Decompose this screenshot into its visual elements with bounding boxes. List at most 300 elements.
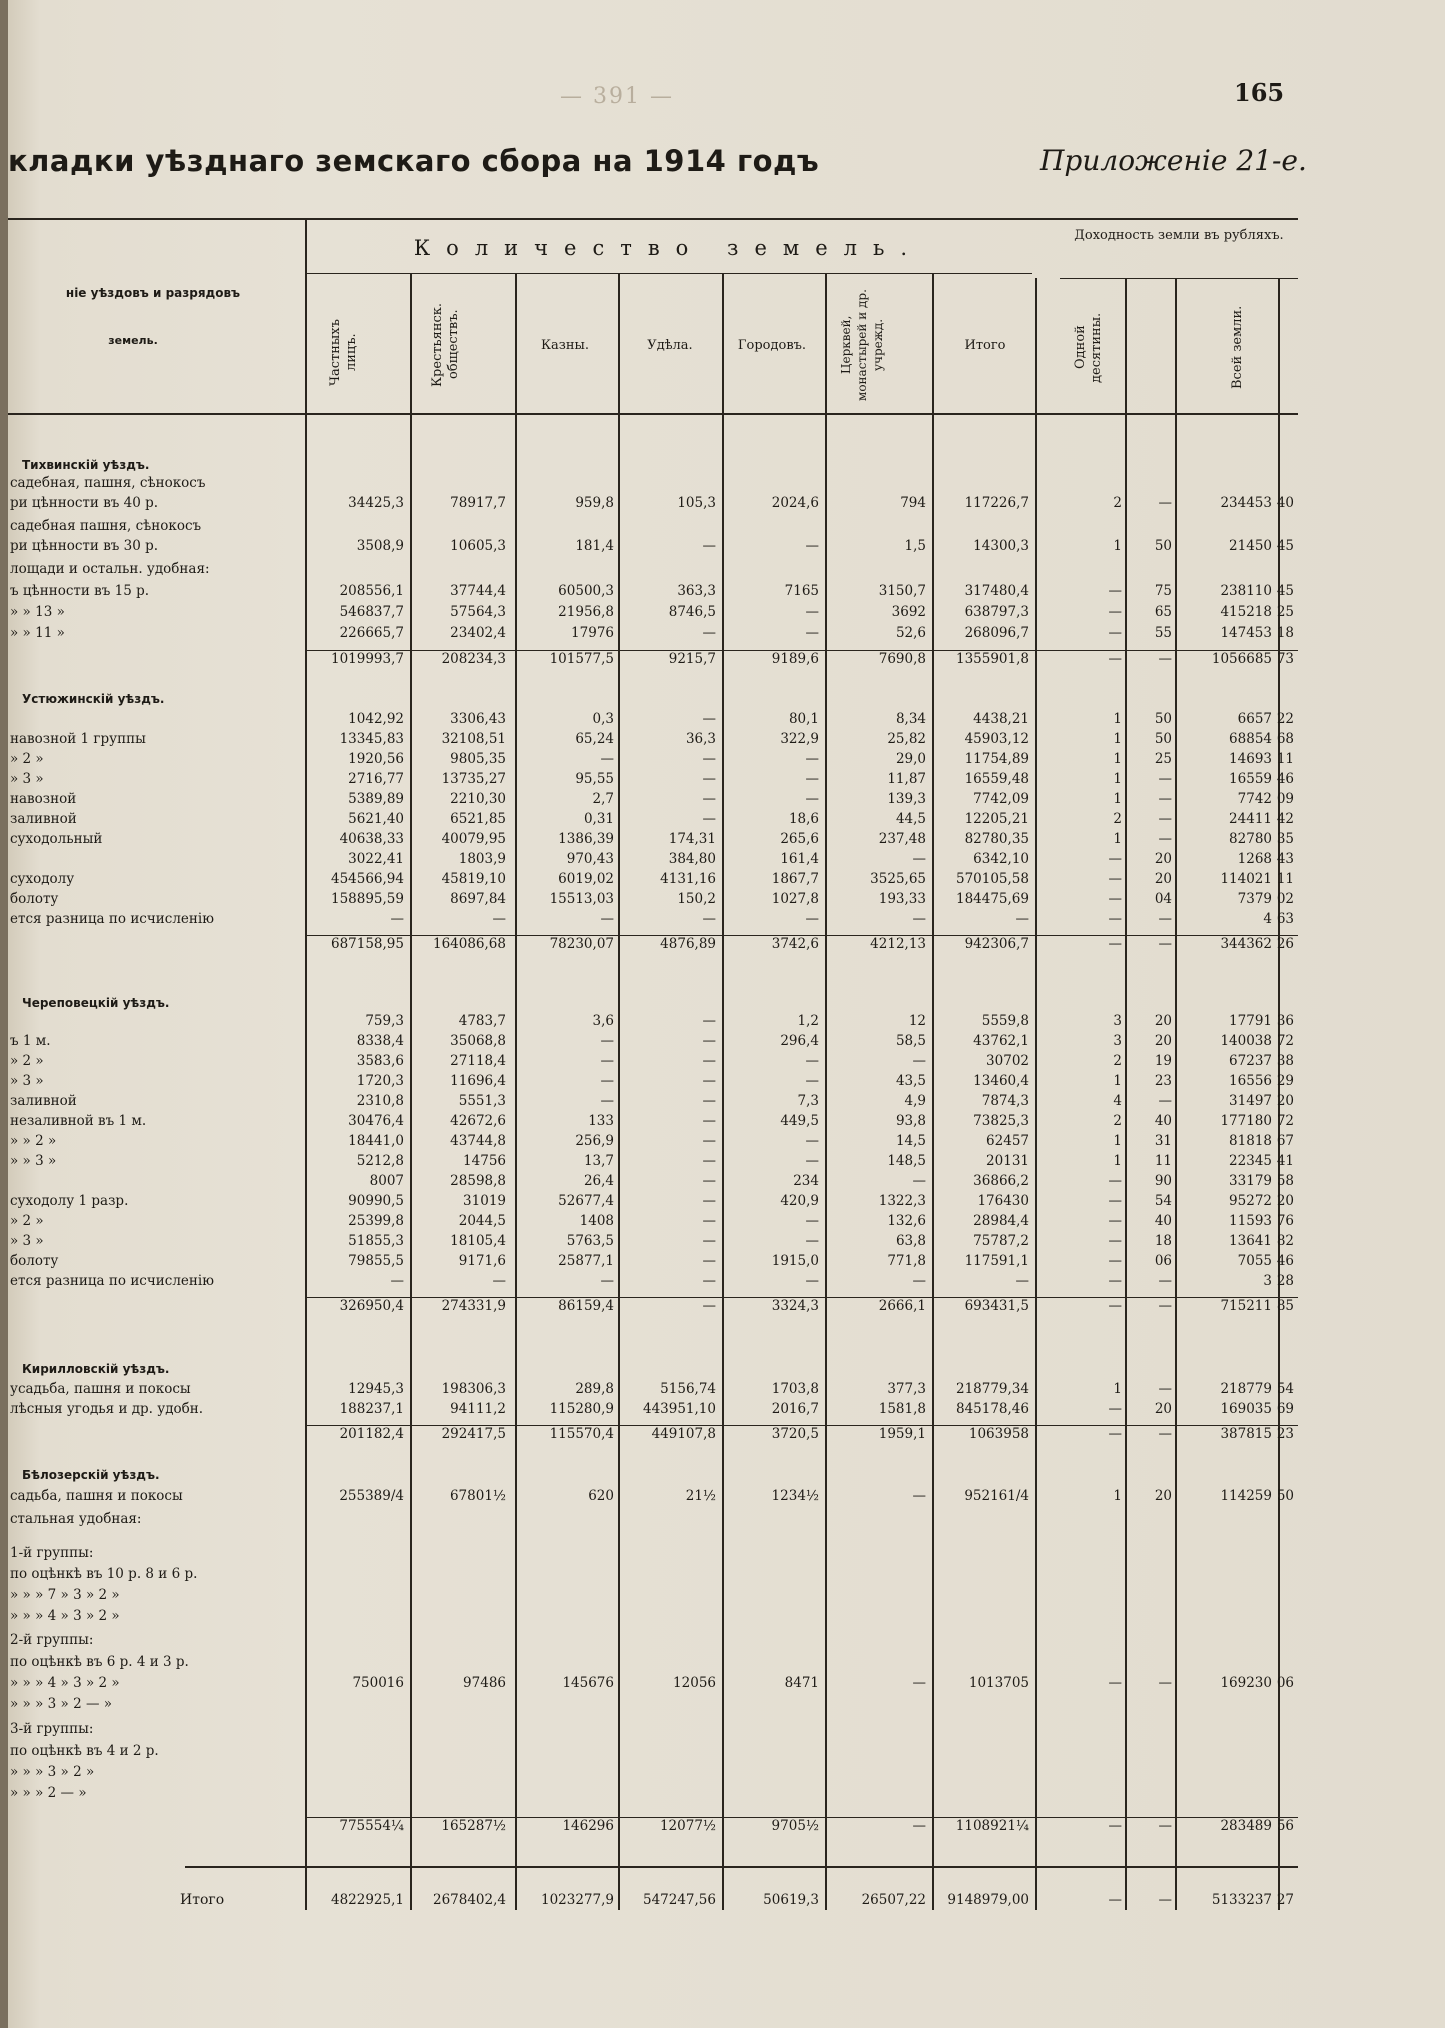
table-cell: — xyxy=(1158,936,1172,952)
table-cell: 3306,43 xyxy=(450,711,506,727)
table-cell: 80,1 xyxy=(788,711,819,727)
table-cell: — xyxy=(1108,1426,1122,1442)
table-cell: 50 xyxy=(1154,711,1172,727)
table-cell: 845178,46 xyxy=(955,1401,1029,1417)
row-label: » 2 » xyxy=(10,1213,44,1229)
table-cell: 794 xyxy=(900,495,926,511)
table-cell: — xyxy=(600,1053,614,1069)
table-cell: — xyxy=(1158,1381,1172,1397)
table-cell: 3,6 xyxy=(592,1013,614,1029)
table-cell: 5156,74 xyxy=(660,1381,716,1397)
table-cell: 09 xyxy=(1276,791,1294,807)
table-cell: 1019993,7 xyxy=(330,651,404,667)
table-cell: 2666,1 xyxy=(878,1298,926,1314)
table-cell: 65,24 xyxy=(575,731,614,747)
table-cell: — xyxy=(702,1093,716,1109)
table-cell: — xyxy=(600,1033,614,1049)
header-church: Церквей, монастырей и др. учрежд. xyxy=(839,289,885,401)
table-cell: — xyxy=(600,1073,614,1089)
table-cell: 1 xyxy=(1113,1488,1122,1504)
table-cell: — xyxy=(702,1053,716,1069)
table-cell: 15513,03 xyxy=(549,891,614,907)
table-cell: 132,6 xyxy=(887,1213,926,1229)
table-cell: 20 xyxy=(1276,1193,1294,1209)
table-cell: 415218 xyxy=(1220,604,1272,620)
table-cell: 164086,68 xyxy=(432,936,506,952)
table-cell: 94111,2 xyxy=(450,1401,506,1417)
header-qty: Количество земель. xyxy=(413,236,924,260)
grand-total-label: Итого xyxy=(180,1892,225,1908)
table-cell: 7742,09 xyxy=(973,791,1029,807)
table-cell: 30476,4 xyxy=(348,1113,404,1129)
table-cell: — xyxy=(805,771,819,787)
table-cell: 326950,4 xyxy=(339,1298,404,1314)
table-cell: 177180 xyxy=(1220,1113,1272,1129)
table-cell: 133 xyxy=(588,1113,614,1129)
table-cell: — xyxy=(492,1273,506,1289)
table-cell: — xyxy=(702,1133,716,1149)
table-cell: 42 xyxy=(1276,811,1294,827)
table-cell: 13735,27 xyxy=(441,771,506,787)
table-cell: 67801½ xyxy=(449,1488,506,1504)
table-cell: 114021 xyxy=(1220,871,1272,887)
table-cell: 81818 xyxy=(1229,1133,1272,1149)
table-cell: — xyxy=(702,1033,716,1049)
table-cell: 198306,3 xyxy=(441,1381,506,1397)
table-cell: 3324,3 xyxy=(771,1298,819,1314)
table-cell: 18 xyxy=(1276,625,1294,641)
table-cell: — xyxy=(1158,791,1172,807)
table-cell: 3150,7 xyxy=(878,583,926,599)
header-towns: Городовъ. xyxy=(737,338,807,353)
header-bottom-rule xyxy=(8,413,1298,415)
row-label: ется разница по исчисленію xyxy=(10,911,214,927)
table-cell: 02 xyxy=(1276,891,1294,907)
table-cell: 256,9 xyxy=(575,1133,614,1149)
table-cell: — xyxy=(1158,831,1172,847)
table-cell: 25877,1 xyxy=(558,1253,614,1269)
table-cell: 12 xyxy=(908,1013,926,1029)
section-title: Кирилловскій уѣздъ. xyxy=(22,1362,170,1376)
table-cell: — xyxy=(1108,891,1122,907)
table-cell: — xyxy=(805,1273,819,1289)
table-cell: 19 xyxy=(1154,1053,1172,1069)
table-cell: — xyxy=(492,911,506,927)
header-one-des: Одной десятины. xyxy=(1073,312,1104,383)
table-cell: 8697,84 xyxy=(450,891,506,907)
table-cell: 274331,9 xyxy=(441,1298,506,1314)
table-cell: 78230,07 xyxy=(549,936,614,952)
table-cell: 384,80 xyxy=(668,851,716,867)
row-label: суходолу 1 разр. xyxy=(10,1193,129,1209)
table-cell: 18,6 xyxy=(788,811,819,827)
income-subheader-rule xyxy=(1060,278,1298,279)
table-cell: 11593 xyxy=(1229,1213,1272,1229)
table-cell: 54 xyxy=(1154,1193,1172,1209)
row-label: » » » 7 » 3 » 2 » xyxy=(10,1587,120,1603)
table-cell: 21½ xyxy=(685,1488,716,1504)
table-cell: 3 xyxy=(1113,1013,1122,1029)
table-cell: 9171,6 xyxy=(458,1253,506,1269)
table-cell: — xyxy=(805,625,819,641)
table-cell: — xyxy=(1108,911,1122,927)
table-cell: — xyxy=(1108,583,1122,599)
table-cell: 344362 xyxy=(1220,936,1272,952)
table-cell: 234 xyxy=(793,1173,819,1189)
table-cell: 5621,40 xyxy=(348,811,404,827)
table-cell: — xyxy=(805,1133,819,1149)
table-cell: 2 xyxy=(1113,811,1122,827)
header-names: ніе уѣздовъ и разрядовъ xyxy=(65,286,241,300)
table-cell: 40 xyxy=(1154,1113,1172,1129)
table-cell: 86159,4 xyxy=(558,1298,614,1314)
table-cell: 52,6 xyxy=(895,625,926,641)
table-cell: 36866,2 xyxy=(973,1173,1029,1189)
table-cell: 31 xyxy=(1154,1133,1172,1149)
row-label: » 3 » xyxy=(10,1073,44,1089)
table-cell: 14756 xyxy=(463,1153,506,1169)
row-label: ри цѣнности въ 30 р. xyxy=(10,538,159,554)
table-cell: 56 xyxy=(1276,1818,1294,1834)
row-label: ри цѣнности въ 40 р. xyxy=(10,495,159,511)
table-cell: 4131,16 xyxy=(660,871,716,887)
table-cell: — xyxy=(702,1298,716,1314)
table-cell: 28984,4 xyxy=(973,1213,1029,1229)
row-label: садебная пашня, сѣнокосъ xyxy=(10,518,202,534)
table-cell: 5212,8 xyxy=(356,1153,404,1169)
table-cell: — xyxy=(912,851,926,867)
table-cell: — xyxy=(1108,1401,1122,1417)
table-cell: — xyxy=(805,1153,819,1169)
table-cell: 28598,8 xyxy=(450,1173,506,1189)
table-cell: 0,3 xyxy=(592,711,614,727)
table-cell: 6342,10 xyxy=(973,851,1029,867)
table-cell: — xyxy=(805,751,819,767)
table-cell: 6521,85 xyxy=(450,811,506,827)
table-cell: 10605,3 xyxy=(450,538,506,554)
table-cell: — xyxy=(600,911,614,927)
table-cell: 30702 xyxy=(986,1053,1029,1069)
table-cell: 20 xyxy=(1154,1013,1172,1029)
table-cell: — xyxy=(1158,1426,1172,1442)
table-cell: 46 xyxy=(1276,1253,1294,1269)
table-cell: 90 xyxy=(1154,1173,1172,1189)
table-cell: 75 xyxy=(1154,583,1172,599)
table-cell: 67237 xyxy=(1229,1053,1272,1069)
column-rule xyxy=(825,273,827,1910)
table-cell: 1920,56 xyxy=(348,751,404,767)
table-cell: 7,3 xyxy=(797,1093,819,1109)
table-cell: 69 xyxy=(1276,1401,1294,1417)
section-title: Тихвинскій уѣздъ. xyxy=(22,458,150,472)
table-cell: 14693 xyxy=(1229,751,1272,767)
table-cell: 322,9 xyxy=(780,731,819,747)
table-cell: 20 xyxy=(1154,1488,1172,1504)
table-cell: 20131 xyxy=(986,1153,1029,1169)
table-cell: 13,7 xyxy=(583,1153,614,1169)
table-cell: 29 xyxy=(1276,1073,1294,1089)
table-cell: 50 xyxy=(1154,731,1172,747)
header-income: Доходность земли въ рубляхъ. xyxy=(1074,228,1284,243)
table-cell: 72 xyxy=(1276,1033,1294,1049)
table-cell: 234453 xyxy=(1220,495,1272,511)
qty-subheader-rule xyxy=(305,273,1032,274)
table-cell: 6019,02 xyxy=(558,871,614,887)
table-cell: 1867,7 xyxy=(771,871,819,887)
table-cell: 54 xyxy=(1276,1381,1294,1397)
table-cell: — xyxy=(702,1213,716,1229)
table-cell: — xyxy=(805,911,819,927)
table-cell: 32108,51 xyxy=(441,731,506,747)
table-cell: 638797,3 xyxy=(964,604,1029,620)
table-cell: 20 xyxy=(1154,871,1172,887)
table-cell: — xyxy=(1108,936,1122,952)
table-cell: 75787,2 xyxy=(973,1233,1029,1249)
table-cell: 158895,59 xyxy=(330,891,404,907)
table-cell: — xyxy=(390,1273,404,1289)
table-cell: — xyxy=(1015,911,1029,927)
row-label: болоту xyxy=(10,891,59,907)
table-cell: 63,8 xyxy=(895,1233,926,1249)
table-cell: 1703,8 xyxy=(771,1381,819,1397)
header-treasury: Казны. xyxy=(540,338,590,353)
table-cell: 35 xyxy=(1276,831,1294,847)
row-label: ъ 1 м. xyxy=(10,1033,51,1049)
table-cell: 317480,4 xyxy=(964,583,1029,599)
table-cell: 57564,3 xyxy=(450,604,506,620)
table-cell: 7874,3 xyxy=(981,1093,1029,1109)
table-cell: 377,3 xyxy=(887,1381,926,1397)
table-cell: 114259 xyxy=(1220,1488,1272,1504)
table-cell: 148,5 xyxy=(887,1153,926,1169)
table-cell: 193,33 xyxy=(878,891,926,907)
table-cell: 208556,1 xyxy=(339,583,404,599)
table-cell: 04 xyxy=(1154,891,1172,907)
table-cell: 2210,30 xyxy=(450,791,506,807)
table-cell: 3508,9 xyxy=(356,538,404,554)
row-label: » 2 » xyxy=(10,751,44,767)
table-cell: 7165 xyxy=(784,583,819,599)
table-cell: — xyxy=(702,1273,716,1289)
table-cell: — xyxy=(1108,871,1122,887)
table-cell: 1 xyxy=(1113,831,1122,847)
table-cell: 26,4 xyxy=(583,1173,614,1189)
table-cell: 43762,1 xyxy=(973,1033,1029,1049)
table-cell: — xyxy=(702,751,716,767)
table-cell: 115280,9 xyxy=(549,1401,614,1417)
table-cell: 11,87 xyxy=(887,771,926,787)
table-cell: — xyxy=(702,1013,716,1029)
table-cell: 60500,3 xyxy=(558,583,614,599)
header-private: Частныхъ лицъ. xyxy=(328,319,359,386)
table-cell: 9215,7 xyxy=(668,651,716,667)
table-cell: 4783,7 xyxy=(458,1013,506,1029)
table-cell: 27118,4 xyxy=(450,1053,506,1069)
book-spine xyxy=(0,0,8,2028)
table-cell: 17976 xyxy=(571,625,614,641)
table-cell: 3583,6 xyxy=(356,1053,404,1069)
table-cell: 1322,3 xyxy=(878,1193,926,1209)
column-rule xyxy=(1125,278,1127,1910)
table-cell: 13641 xyxy=(1229,1233,1272,1249)
table-cell: 105,3 xyxy=(677,495,716,511)
table-cell: 5763,5 xyxy=(566,1233,614,1249)
table-cell: 23 xyxy=(1154,1073,1172,1089)
grand-total-cell: 26507,22 xyxy=(861,1892,926,1908)
grand-total-cell: — xyxy=(1158,1892,1172,1908)
table-cell: 268096,7 xyxy=(964,625,1029,641)
table-cell: 45 xyxy=(1276,583,1294,599)
grand-total-cell: 5133237 xyxy=(1211,1892,1272,1908)
row-label: заливной xyxy=(10,811,77,827)
table-cell: 226665,7 xyxy=(339,625,404,641)
table-cell: 176430 xyxy=(977,1193,1029,1209)
table-cell: — xyxy=(1108,1253,1122,1269)
table-cell: 18441,0 xyxy=(348,1133,404,1149)
table-cell: — xyxy=(1158,771,1172,787)
table-cell: 165287½ xyxy=(441,1818,506,1834)
table-cell: — xyxy=(1158,495,1172,511)
table-cell: 63 xyxy=(1276,911,1294,927)
appendix-label: Приложеніе 21-е. xyxy=(1040,144,1307,177)
table-cell: 1386,39 xyxy=(558,831,614,847)
table-cell: 5389,89 xyxy=(348,791,404,807)
table-cell: 3742,6 xyxy=(771,936,819,952)
table-cell: — xyxy=(1108,1213,1122,1229)
table-cell: 18 xyxy=(1154,1233,1172,1249)
table-cell: 1027,8 xyxy=(771,891,819,907)
table-cell: 3720,5 xyxy=(771,1426,819,1442)
row-label: суходольный xyxy=(10,831,103,847)
table-cell: 22 xyxy=(1276,711,1294,727)
table-cell: 1 xyxy=(1113,538,1122,554)
table-cell: 31497 xyxy=(1229,1093,1272,1109)
section-title: Устюжинскій уѣздъ. xyxy=(22,692,165,706)
table-cell: — xyxy=(1108,851,1122,867)
table-cell: 101577,5 xyxy=(549,651,614,667)
table-cell: — xyxy=(1158,1675,1172,1691)
table-cell: 443951,10 xyxy=(642,1401,716,1417)
row-label: » » » 3 » 2 — » xyxy=(10,1696,113,1712)
row-label: » » » 4 » 3 » 2 » xyxy=(10,1608,120,1624)
row-label: ется разница по исчисленію xyxy=(10,1273,214,1289)
table-cell: 1720,3 xyxy=(356,1073,404,1089)
table-cell: 2 xyxy=(1113,495,1122,511)
table-cell: 715211 xyxy=(1220,1298,1272,1314)
header-names-2: земель. xyxy=(108,334,158,347)
table-cell: 181,4 xyxy=(575,538,614,554)
table-cell: 43 xyxy=(1276,851,1294,867)
table-cell: 95272 xyxy=(1229,1193,1272,1209)
table-cell: 2044,5 xyxy=(458,1213,506,1229)
page-title: кладки уѣзднаго земскаго сбора на 1914 годъ xyxy=(8,144,820,178)
header-peasant: Крестьянск. обществъ. xyxy=(430,302,461,387)
table-cell: 265,6 xyxy=(780,831,819,847)
table-cell: 1355901,8 xyxy=(955,651,1029,667)
table-cell: 28 xyxy=(1276,1273,1294,1289)
table-cell: — xyxy=(1158,811,1172,827)
table-cell: 1 xyxy=(1113,1153,1122,1169)
table-cell: — xyxy=(702,911,716,927)
table-cell: 4876,89 xyxy=(660,936,716,952)
table-cell: 20 xyxy=(1276,1093,1294,1109)
row-label: 2-й группы: xyxy=(10,1632,94,1648)
table-cell: 620 xyxy=(588,1488,614,1504)
table-cell: 255389/4 xyxy=(339,1488,404,1504)
table-cell: — xyxy=(1108,1298,1122,1314)
table-cell: 34425,3 xyxy=(348,495,404,511)
table-cell: 40 xyxy=(1154,1213,1172,1229)
table-cell: 5551,3 xyxy=(458,1093,506,1109)
column-rule xyxy=(618,273,620,1910)
table-cell: 1 xyxy=(1113,751,1122,767)
table-cell: 95,55 xyxy=(575,771,614,787)
table-cell: — xyxy=(702,1253,716,1269)
column-rule xyxy=(515,273,517,1910)
table-cell: — xyxy=(805,1073,819,1089)
table-cell: — xyxy=(702,625,716,641)
table-cell: 26 xyxy=(1276,936,1294,952)
table-cell: 115570,4 xyxy=(549,1426,614,1442)
table-cell: 1108921¼ xyxy=(955,1818,1029,1834)
table-cell: 06 xyxy=(1154,1253,1172,1269)
table-cell: 3 xyxy=(1113,1033,1122,1049)
table-cell: — xyxy=(702,1113,716,1129)
table-cell: 29,0 xyxy=(895,751,926,767)
table-cell: 1 xyxy=(1113,711,1122,727)
table-cell: 78917,7 xyxy=(450,495,506,511)
grand-total-cell: — xyxy=(1108,1892,1122,1908)
table-cell: 2024,6 xyxy=(771,495,819,511)
row-label: » » » 2 — » xyxy=(10,1785,87,1801)
table-cell: — xyxy=(702,1073,716,1089)
table-cell: 18105,4 xyxy=(450,1233,506,1249)
table-cell: — xyxy=(912,1488,926,1504)
table-cell: 97486 xyxy=(463,1675,506,1691)
table-cell: 17791 xyxy=(1229,1013,1272,1029)
table-cell: 4 xyxy=(1263,911,1272,927)
table-cell: — xyxy=(1108,651,1122,667)
row-label: садебная, пашня, сѣнокосъ xyxy=(10,475,206,491)
table-cell: 169035 xyxy=(1220,1401,1272,1417)
table-cell: 21956,8 xyxy=(558,604,614,620)
table-cell: — xyxy=(702,771,716,787)
table-cell: 5559,8 xyxy=(981,1013,1029,1029)
table-cell: — xyxy=(702,711,716,727)
table-cell: 6657 xyxy=(1237,711,1272,727)
row-label: лощади и остальн. удобная: xyxy=(10,561,210,577)
table-cell: 1915,0 xyxy=(771,1253,819,1269)
table-cell: 67 xyxy=(1276,1133,1294,1149)
table-cell: 970,43 xyxy=(566,851,614,867)
table-cell: — xyxy=(1108,1818,1122,1834)
table-cell: 12056 xyxy=(673,1675,716,1691)
row-label: ъ цѣнности въ 15 р. xyxy=(10,583,150,599)
table-cell: 42672,6 xyxy=(450,1113,506,1129)
table-cell: 1042,92 xyxy=(348,711,404,727)
table-cell: 40079,95 xyxy=(441,831,506,847)
header-all-land: Всей земли. xyxy=(1230,305,1245,390)
table-cell: — xyxy=(805,1233,819,1249)
grand-total-rule xyxy=(185,1866,1298,1868)
table-cell: 2310,8 xyxy=(356,1093,404,1109)
table-cell: 959,8 xyxy=(575,495,614,511)
table-cell: 7742 xyxy=(1237,791,1272,807)
table-cell: 8746,5 xyxy=(668,604,716,620)
faded-header: — 391 — xyxy=(560,84,674,109)
table-cell: 693431,5 xyxy=(964,1298,1029,1314)
table-cell: 20 xyxy=(1154,851,1172,867)
